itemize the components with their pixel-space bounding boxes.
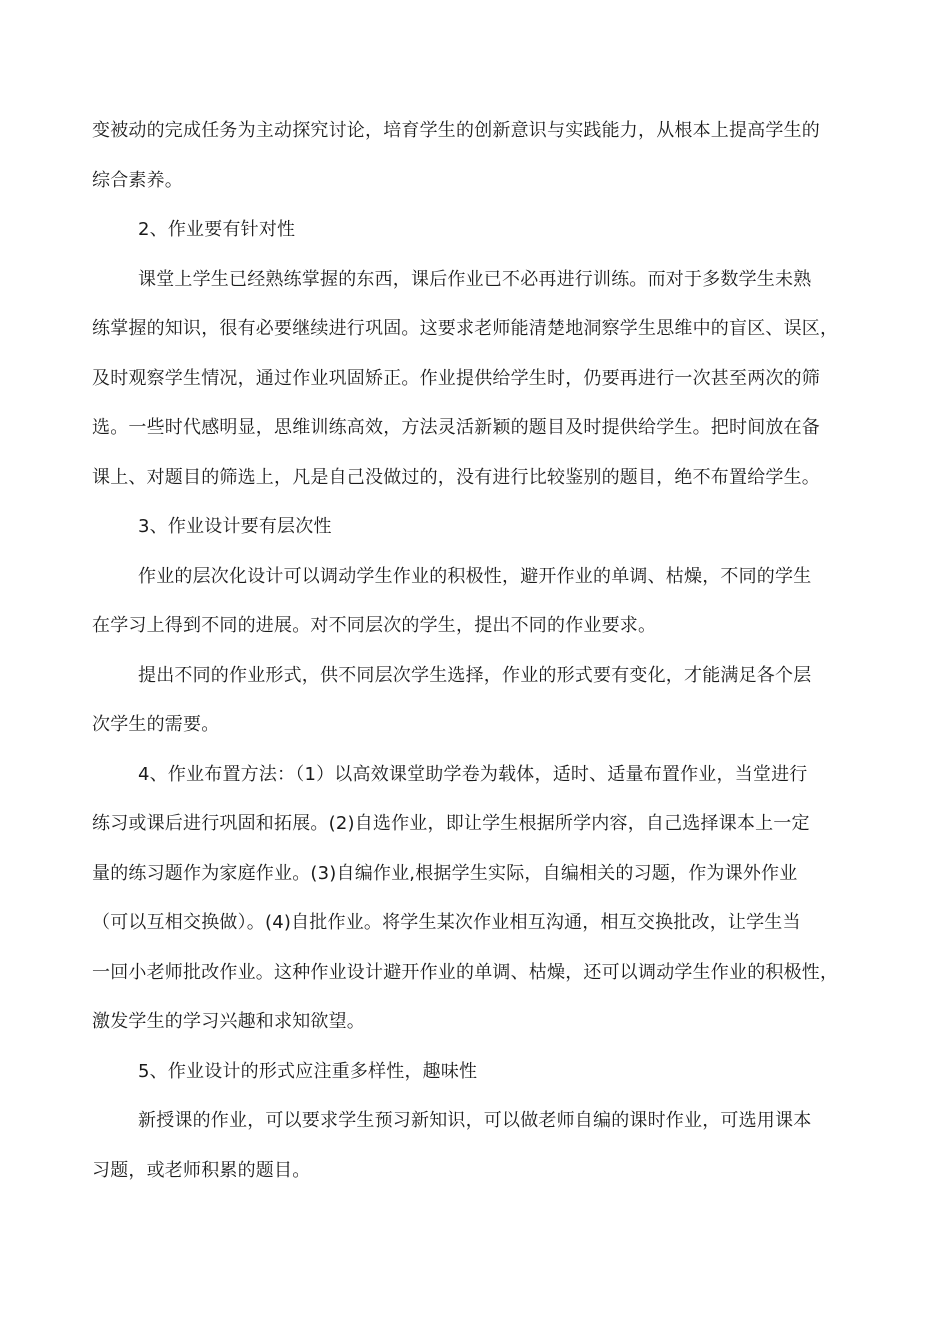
text-line: （可以互相交换做）。(4)自批作业。将学生某次作业相互沟通，相互交换批改，让学生当 bbox=[92, 912, 801, 933]
paragraph-5 bbox=[92, 552, 864, 651]
text-line: 在学习上得到不同的进展。对不同层次的学生，提出不同的作业要求。 bbox=[92, 615, 657, 636]
text-line: 新授课的作业，可以要求学生预习新知识，可以做老师自编的课时作业，可选用课本 bbox=[138, 1110, 812, 1131]
text-line: 综合素养。 bbox=[92, 169, 183, 191]
text-line: 4、作业布置方法：（1）以高效课堂助学卷为载体，适时、适量布置作业，当堂进行 bbox=[138, 763, 808, 785]
text-line: 提出不同的作业形式，供不同层次学生选择，作业的形式要有变化，才能满足各个层 bbox=[138, 664, 812, 686]
text-line: 次学生的需要。 bbox=[92, 714, 220, 735]
text-line: 量的练习题作为家庭作业。(3)自编作业,根据学生实际，自编相关的习题，作为课外作业 bbox=[92, 862, 798, 884]
text-line: 习题，或老师积累的题目。 bbox=[92, 1159, 311, 1181]
section-heading-5 bbox=[92, 1047, 864, 1097]
text-line: 作业的层次化设计可以调动学生作业的积极性，避开作业的单调、枯燥，不同的学生 bbox=[138, 565, 812, 587]
document-body bbox=[92, 106, 864, 1195]
text-line: 练习或课后进行巩固和拓展。(2)自选作业，即让学生根据所学内容，自己选择课本上一定 bbox=[92, 813, 810, 834]
text-line: 激发学生的学习兴趣和求知欲望。 bbox=[92, 1011, 365, 1032]
text-line: 变被动的完成任务为主动探究讨论，培育学生的创新意识与实践能力，从根本上提高学生的 bbox=[92, 120, 820, 141]
text-line: 选。一些时代感明显，思维训练高效，方法灵活新颖的题目及时提供给学生。把时间放在备 bbox=[92, 417, 820, 438]
heading-text: 3、作业设计要有层次性 bbox=[138, 516, 332, 537]
heading-text: 2、作业要有针对性 bbox=[138, 219, 296, 240]
text-line: 一回小老师批改作业。这种作业设计避开作业的单调、枯燥，还可以调动学生作业的积极性， bbox=[92, 961, 839, 983]
section-heading-2 bbox=[92, 205, 864, 255]
paragraph-6 bbox=[92, 651, 864, 750]
section-heading-3 bbox=[92, 502, 864, 552]
heading-text: 5、作业设计的形式应注重多样性，趣味性 bbox=[138, 1060, 478, 1082]
text-line: 练掌握的知识，很有必要继续进行巩固。这要求老师能清楚地洞察学生思维中的盲区、误区， bbox=[92, 318, 839, 339]
text-line: 及时观察学生情况，通过作业巩固矫正。作业提供给学生时，仍要再进行一次甚至两次的筛 bbox=[92, 367, 820, 389]
paragraph-3 bbox=[92, 255, 864, 503]
text-line: 课上、对题目的筛选上，凡是自己没做过的，没有进行比较鉴别的题目，绝不布置给学生。 bbox=[92, 466, 820, 488]
paragraph-9 bbox=[92, 1096, 864, 1195]
paragraph-1 bbox=[92, 106, 864, 205]
paragraph-7 bbox=[92, 750, 864, 1047]
text-line: 课堂上学生已经熟练掌握的东西，课后作业已不必再进行训练。而对于多数学生未熟 bbox=[138, 268, 812, 290]
